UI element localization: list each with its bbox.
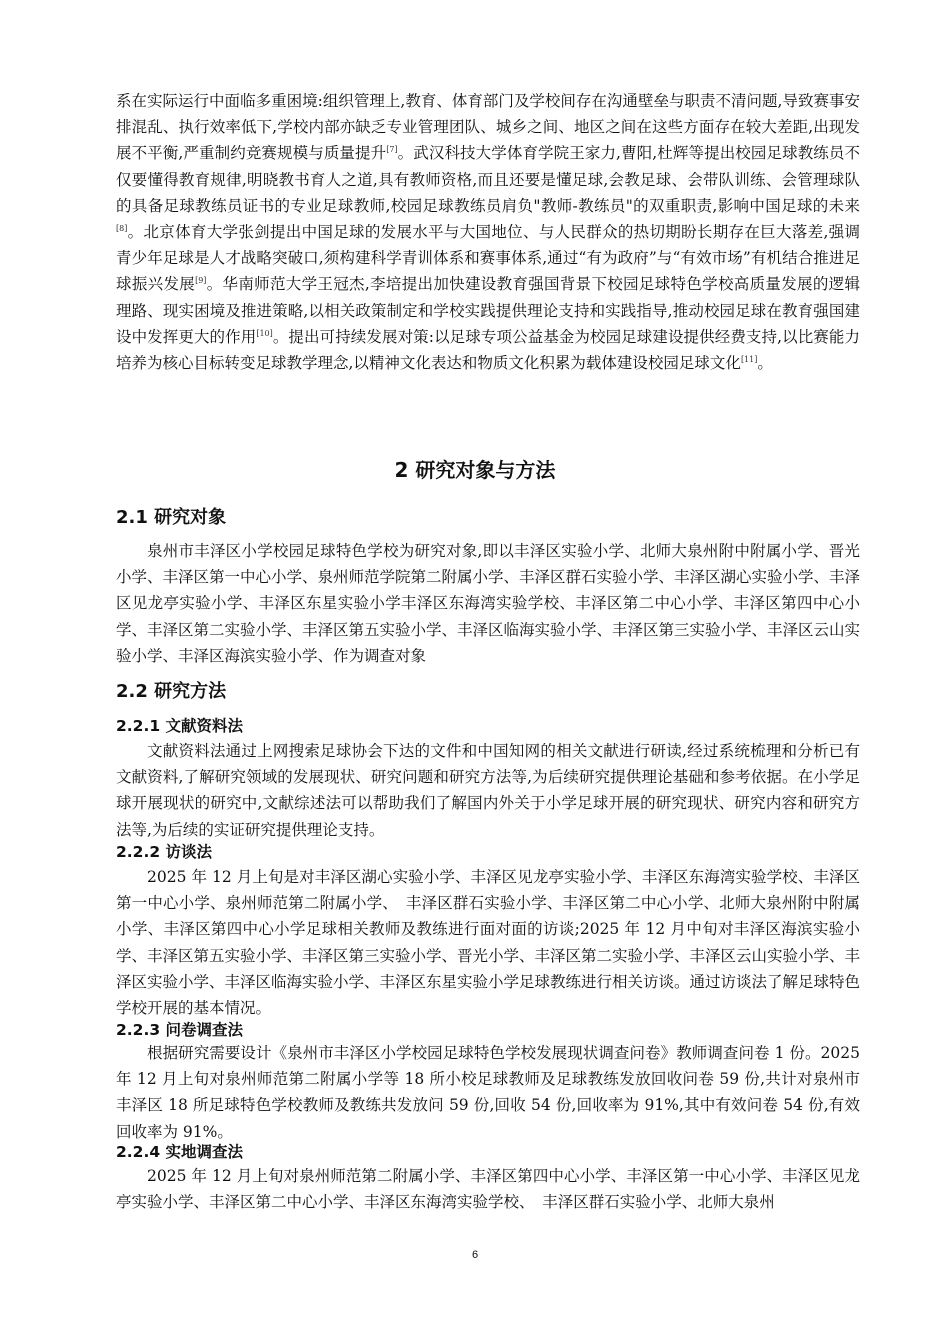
citation-8[interactable]: [8]	[116, 223, 128, 233]
research-object-paragraph: 泉州市丰泽区小学校园足球特色学校为研究对象,即以丰泽区实验小学、北师大泉州附中附属小学、晋光小学、丰泽区第一中心小学、泉州师范学院第二附属小学、丰泽区群石实验小学、丰泽区湖心实验小学、丰泽区见龙亭实验小学、丰泽区东星实验小学丰泽区东海湾实验学校、丰泽区第二中心小学、丰泽区第四中心小学、丰泽区第二实验小学、丰泽区第五实验小学、丰泽区临海实验小学、丰泽区第三实验小学、丰泽区云山实验小学、丰泽区海滨实验小学、作为调查对象	[116, 542, 861, 665]
method-title-questionnaire: 2.2.3 问卷调查法	[116, 1021, 244, 1039]
intro-paragraph: 系在实际运行中面临多重困境:组织管理上,教育、体育部门及学校间存在沟通壁垒与职责不清问题,导致赛事安排混乱、执行效率低下,学校内部亦缺乏专业管理团队、城乡之间、地区之间在这些方面存在较大差距,出现发展不平衡,严重制约竞赛规模与质量提升[7]。武汉科技大学体育学院王家力,曹阳,杜辉等提出校园足球教练员不仅要懂得教育规律,明晓教书育人之道,具有教师资格,而且还要是懂足球,会教足球、会带队训练、会管理球队的具备足球教练员证书的专业足球教师,校园足球教练员肩负"教师-教练员"的双重职责,影响中国足球的未来[8]。北京体育大学张剑提出中国足球的发展水平与大国地位、与人民群众的热切期盼长期存在巨大落差,强调青少年足球是人才战略突破口,须构建科学青训体系和赛事体系,通过“有为政府”与“有效市场”有机结合推进足球振兴发展[9]。华南师范大学王冠杰,李培提出加快建设教育强国背景下校园足球特色学校高质量发展的逻辑理路、现实困境及推进策略,以相关政策制定和学校实践提供理论支持和实践指导,推动校园足球在教育强国建设中发挥更大的作用[10]。提出可持续发展对策:以足球专项公益基金为校园足球建设提供经费支持,以比赛能力培养为核心目标转变足球教学理念,以精神文化表达和物质文化积累为载体建设校园足球文化[11]。	[116, 92, 860, 373]
interview-method-paragraph: 2025 年 12 月上旬是对丰泽区湖心实验小学、丰泽区见龙亭实验小学、丰泽区东海湾实验学校、丰泽区第一中心小学、泉州师范第二附属小学、 丰泽区群石实验小学、丰泽区第二中心小学、北师大泉州附中附属小学、丰泽区第四中心小学足球相关教师及教练进行面对面的访谈;2025 年 12 月中旬对丰泽区海滨实验小学、丰泽区第五实验小学、丰泽区第三实验小学、晋光小学、丰泽区第二实验小学、丰泽区云山实验小学、丰泽区实验小学、丰泽区临海实验小学、丰泽区东星实验小学足球教练进行相关访谈。通过访谈法了解足球特色学校开展的基本情况。	[116, 868, 861, 1018]
method-title-literature: 2.2.1 文献资料法	[116, 717, 244, 735]
subsection-title-research-object: 2.1 研究对象	[116, 507, 227, 528]
section-title: 2 研究对象与方法	[394, 458, 556, 482]
citation-10[interactable]: [10]	[256, 328, 273, 338]
field-survey-method-paragraph: 2025 年 12 月上旬对泉州师范第二附属小学、丰泽区第四中心小学、丰泽区第一中心小学、丰泽区见龙亭实验小学、丰泽区第二中心小学、丰泽区东海湾实验学校、 丰泽区群石实验小学、北师大泉州	[116, 1167, 860, 1212]
literature-method-paragraph: 文献资料法通过上网搜索足球协会下达的文件和中国知网的相关文献进行研读,经过系统梳理和分析已有文献资料,了解研究领域的发展现状、研究问题和研究方法等,为后续研究提供理论基础和参考依据。在小学足球开展现状的研究中,文献综述法可以帮助我们了解国内外关于小学足球开展的研究现状、研究内容和研究方法等,为后续的实证研究提供理论支持。	[116, 742, 860, 839]
subsection-title-research-methods: 2.2 研究方法	[116, 681, 227, 702]
method-title-interview: 2.2.2 访谈法	[116, 843, 213, 861]
citation-11[interactable]: [11]	[740, 354, 758, 364]
page-number: 6	[471, 1249, 479, 1261]
citation-9[interactable]: [9]	[195, 276, 207, 286]
method-title-field-survey: 2.2.4 实地调查法	[116, 1143, 244, 1161]
questionnaire-method-paragraph: 根据研究需要设计《泉州市丰泽区小学校园足球特色学校发展现状调查问卷》教师调查问卷 1 份。2025 年 12 月上旬对泉州师范第二附属小学等 18 所小校足球教师及足球教练发放回收问卷 59 份,共计对泉州市丰泽区 18 所足球特色学校教师及教练共发放问 59 份,回收 54 份,回收率为 91%,其中有效问卷 54 份,有效回收率为 91%。	[116, 1044, 860, 1141]
citation-7[interactable]: [7]	[386, 145, 398, 155]
